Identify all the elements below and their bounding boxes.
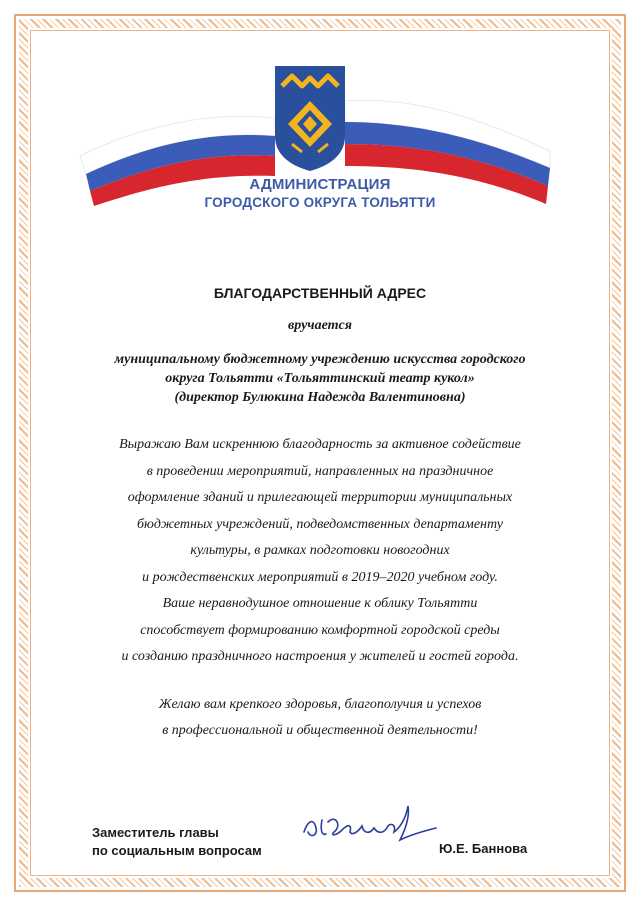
recipient-block: [60, 350, 580, 407]
document-title: БЛАГОДАРСТВЕННЫЙ АДРЕС: [213, 285, 427, 301]
body-line: способствует формированию комфортной городской среды: [140, 622, 500, 638]
org-name-line1: АДМИНИСТРАЦИЯ: [249, 176, 391, 193]
handwritten-signature: [296, 792, 446, 852]
gratitude-text: [40, 432, 600, 671]
recipient-line: округа Тольятти «Тольяттинский театр кукол»: [165, 371, 475, 386]
body-line: оформление зданий и прилегающей территории муниципальных: [127, 490, 513, 505]
wishes-text: [40, 692, 600, 744]
recipient-line: муниципальному бюджетному учреждению искусства городского: [114, 352, 526, 367]
body-line: Ваше неравнодушное отношение к облику Тольятти: [162, 596, 478, 611]
body-line: Выражаю Вам искреннюю благодарность за активное содействие: [119, 437, 521, 452]
org-name-line2: ГОРОДСКОГО ОКРУГА ТОЛЬЯТТИ: [204, 195, 436, 210]
body-line: культуры, в рамках подготовки новогодних: [190, 543, 450, 558]
body-line: бюджетных учреждений, подведомственных департаменту: [137, 516, 503, 532]
signatory-position: [92, 824, 262, 860]
signatory-name: Ю.Е. Баннова: [439, 841, 528, 856]
wish-line: в профессиональной и общественной деятельности!: [162, 723, 478, 738]
tolyatti-coat-of-arms-icon: [275, 66, 345, 171]
position-line: Заместитель главы: [92, 825, 219, 840]
recipient-line: (директор Булюкина Надежда Валентиновна): [174, 390, 466, 405]
wish-line: Желаю вам крепкого здоровья, благополучия и успехов: [158, 697, 482, 712]
body-line: в проведении мероприятий, направленных на праздничное: [146, 463, 494, 479]
body-line: и рождественских мероприятий в 2019–2020 учебном году.: [142, 569, 498, 585]
position-line: по социальным вопросам: [92, 843, 262, 858]
document-subtitle: вручается: [288, 318, 352, 333]
body-line: и созданию праздничного настроения у жителей и гостей города.: [121, 649, 519, 664]
